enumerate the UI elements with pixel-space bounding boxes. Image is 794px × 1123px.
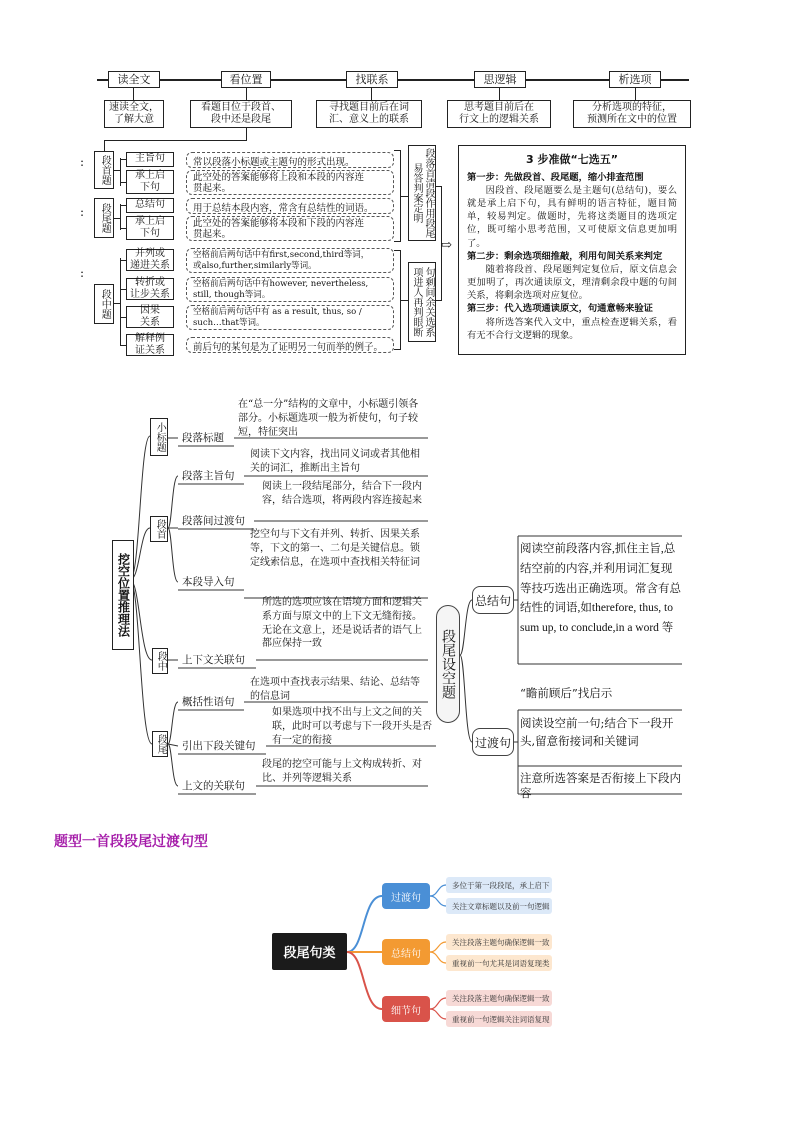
position-duanwei: 段尾题 — [94, 198, 114, 238]
side-note-2: 句剩间余关选系项进人再判眼断 — [408, 262, 436, 342]
tree-item-desc: 如果选项中找不出与上文之间的关联，此时可以考虑与下一段开头是否有一定的衔接 — [272, 707, 432, 746]
row-label: 承上启 下句 — [126, 216, 174, 240]
step-title-4: 思逻辑 — [474, 71, 526, 88]
mindmap-root: 段尾句类 — [272, 933, 347, 970]
tree-item-label: 概括性语句 — [182, 696, 235, 708]
tree-item-desc: 在“总一分”结构的文章中，小标题引领各部分。小标题选项一般为祈使句，句子较短，特征突出 — [238, 399, 419, 438]
row-desc: 空格前后两句话中有 as a result, thus, so / such…that等词。 — [186, 305, 394, 330]
method-title: 3 步准做“七选五” — [526, 153, 618, 166]
transition-desc-2: 注意所选答案是否衔接上下段内容 — [520, 771, 681, 800]
row-label: 承上启 下句 — [126, 170, 174, 194]
row-desc: 前后句的某句是为了证明另一句而举的例子。 — [186, 337, 394, 353]
mindmap-branch-guodu: 过渡句 — [382, 883, 430, 909]
mindmap-leaf: 关注段落主题句确保逻辑一致 — [446, 934, 552, 950]
row-label: 解释例 证关系 — [126, 334, 174, 356]
transition-node: 过渡句 — [472, 728, 514, 756]
group-duanzhong: 段中 — [152, 648, 168, 674]
tree-item-label: 上文的关联句 — [182, 780, 245, 792]
summary-desc: 阅读空前段落内容,抓住主旨,总结空前的内容,并利用词汇复现等技巧选出正确选项。常含有总结性的词语,如therefore, thus, to sum up, to conclude,in a word 等 — [520, 543, 681, 635]
tree-item-desc: 段尾的挖空可能与上文构成转折、对比、并列等逻辑关系 — [262, 759, 422, 784]
tree-item-label: 引出下段关键句 — [182, 740, 256, 752]
row-desc: 此空处的答案能够将上段和本段的内容连 贯起来。 — [186, 170, 394, 195]
mindmap-branch-xijie: 细节句 — [382, 996, 430, 1022]
method-step3-head: 第三步：代入选项通读原文，句通意畅来验证 — [467, 303, 653, 315]
side-note-1: 段落首清段作用段尾易答判案定明 — [408, 145, 436, 241]
method-step2-body: 随着将段首、段尾题判定复位后，原文信息会更加明了，再次通读原文，理清剩余段中题的句间关系，将剩余选项对应复位。 — [467, 263, 677, 302]
step-title-5: 析选项 — [609, 71, 661, 88]
method-step1-body: 因段首、段尾题要么是主题句(总结句)，要么就是承上启下句，具有鲜明的语言特征，题目简单，较易判定。做题时，先将这类题目的选项定位，既可缩小思考范围，又可使原文信息更加明了。 — [467, 184, 677, 249]
row-label: 总结句 — [126, 198, 174, 213]
tree-item-desc: 阅读下文内容，找出同义词或者其他相关的词汇，推断出主旨句 — [250, 449, 420, 474]
summary-node: 总结句 — [472, 586, 514, 614]
right-center-node: 段尾设空题 — [436, 605, 460, 723]
step-desc-5: 分析选项的特征， 预测所在文中的位置 — [573, 100, 691, 128]
tree-item-desc: 挖空句与下文有并列、转折、因果关系等，下文的第一、二句是关键信息。锁定线索信息，在选项中查找相关特征词 — [250, 529, 420, 568]
tree-item-desc: 所选的选项应该在语境方面和逻辑关系方面与原文中的上下文无缝衔接。无论在文意上，还是说话者的语气上都应保持一致 — [262, 597, 422, 650]
mindmap-leaf: 关注段落主题句确保逻辑一致 — [446, 990, 552, 1006]
method-step2-head: 第二步：剩余选项细推敲，利用句间关系来判定 — [467, 250, 663, 262]
position-duanzhong: 段中题 — [94, 284, 114, 324]
step-desc-2: 看题目位于段首、 段中还是段尾 — [190, 100, 292, 128]
margin-mark: : — [80, 205, 85, 219]
row-label: 因果 关系 — [126, 306, 174, 328]
method-step3-body: 将所选答案代入文中，重点检查逻辑关系，看有无不合行文逻辑的现象。 — [467, 316, 677, 341]
row-desc: 常以段落小标题或主题句的形式出现。 — [186, 152, 394, 168]
mindmap-branch-zongjie: 总结句 — [382, 939, 430, 965]
margin-mark: : — [80, 266, 85, 280]
group-biaoti: 小标题 — [150, 418, 168, 456]
row-desc: 此空处的答案能够将本段和下段的内容连 贯起来。 — [186, 216, 394, 241]
step-desc-3: 寻找题目前后在词 汇、意义上的联系 — [316, 100, 422, 128]
group-duanwei: 段尾 — [152, 731, 168, 757]
section-title: 题型一首段段尾过渡句型 — [54, 834, 208, 850]
method-step1-head: 第一步：先做段首、段尾题，缩小排查范围 — [467, 171, 644, 183]
tree-item-desc: 阅读上一段结尾部分，结合下一段内容，结合选项，将两段内容连接起来 — [262, 481, 422, 506]
row-label: 主旨句 — [126, 152, 174, 167]
step-title-3: 找联系 — [346, 71, 398, 88]
row-label: 转折或 让步关系 — [126, 278, 174, 300]
arrow-right-icon: ⇨ — [441, 238, 452, 253]
tree-item-label: 本段导入句 — [182, 576, 235, 588]
step-desc-4: 思考题目前后在 行文上的逻辑关系 — [447, 100, 551, 128]
mindmap-leaf: 重视前一句尤其是词语复现类 — [446, 955, 552, 971]
row-desc: 空格前后两句话中有however, nevertheless, still, though等词。 — [186, 277, 394, 302]
mindmap-leaf: 多位于第一段段尾，承上启下 — [446, 877, 552, 893]
tree-item-label: 段落主旨句 — [182, 470, 235, 482]
margin-mark: : — [80, 155, 85, 169]
tree-item-label: 段落间过渡句 — [182, 515, 245, 527]
row-desc: 用于总结本段内容，常含有总结性的词语。 — [186, 198, 394, 214]
transition-note: “瞻前顾后”找启示 — [520, 686, 613, 700]
mindmap-leaf: 关注文章标题以及前一句逻辑 — [446, 898, 552, 914]
tree-root: 挖空位置推理法 — [112, 540, 134, 650]
tree-item-label: 段落标题 — [182, 432, 224, 444]
row-desc: 空格前后两句话中有first,second,third等词， 或also,further,similarly等词。 — [186, 248, 394, 273]
step-desc-1: 速读全文， 了解大意 — [104, 100, 164, 128]
tree-item-desc: 在选项中查找表示结果、结论、总结等的信息词 — [250, 677, 420, 702]
row-label: 并列或 递进关系 — [126, 249, 174, 271]
step-title-1: 读全文 — [108, 71, 160, 88]
transition-desc-1: 阅读设空前一句;结合下一段开头,留意衔接词和关键词 — [520, 716, 674, 749]
step-title-2: 看位置 — [221, 71, 271, 88]
position-duanshou: 段首题 — [94, 151, 114, 189]
tree-item-label: 上下文关联句 — [182, 654, 245, 666]
group-duanshou: 段首 — [150, 516, 168, 542]
mindmap-leaf: 重视前一句逻辑关注词语复现 — [446, 1011, 552, 1027]
